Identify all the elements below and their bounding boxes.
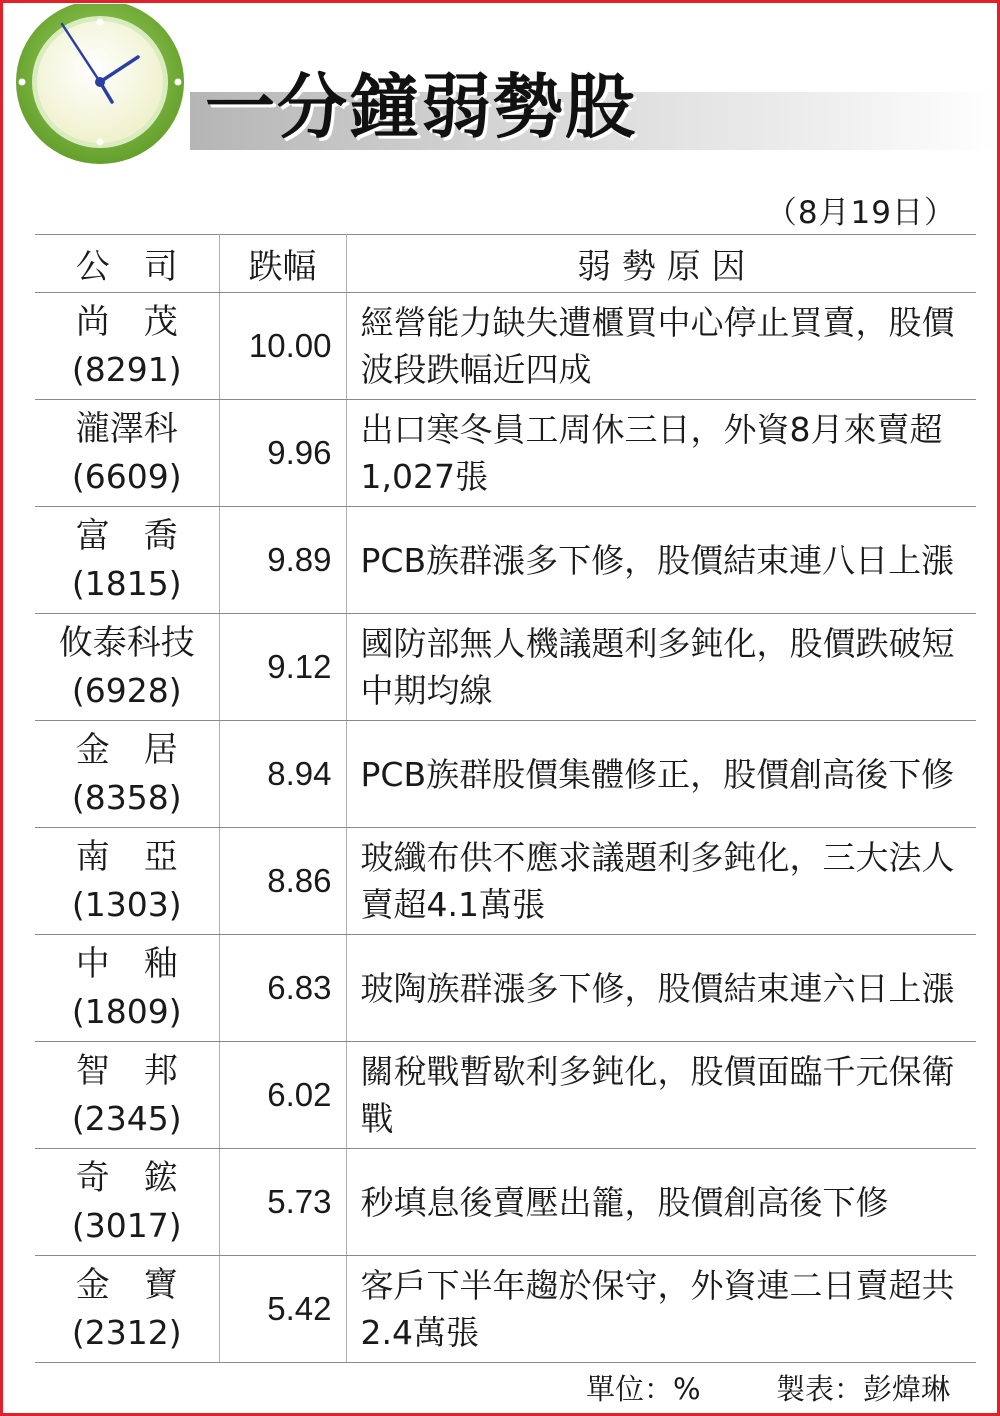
company-name: 瀧澤科 bbox=[75, 409, 178, 449]
company-name: 中 釉 bbox=[75, 944, 178, 984]
stock-code: (1303) bbox=[71, 885, 182, 924]
change-cell: 8.86 bbox=[219, 828, 346, 935]
reason-cell: 經營能力缺失遭櫃買中心停止買賣，股價波段跌幅近四成 bbox=[346, 293, 976, 400]
company-name: 金 居 bbox=[75, 730, 178, 770]
company-name: 南 亞 bbox=[75, 837, 178, 877]
change-cell: 9.12 bbox=[219, 614, 346, 721]
company-cell bbox=[35, 614, 219, 721]
reason-cell: 客戶下半年趨於保守，外資連二日賣超共2.4萬張 bbox=[346, 1256, 976, 1363]
table-row bbox=[35, 935, 976, 1042]
author-credit: 製表：彭煒琳 bbox=[776, 1372, 951, 1406]
company-name: 攸泰科技 bbox=[58, 623, 195, 663]
company-name: 富 喬 bbox=[75, 516, 178, 556]
change-cell: 5.42 bbox=[219, 1256, 346, 1363]
table-row bbox=[35, 1042, 976, 1149]
change-cell: 8.94 bbox=[219, 721, 346, 828]
company-cell bbox=[35, 1256, 219, 1363]
change-cell: 9.89 bbox=[219, 507, 346, 614]
table-row bbox=[35, 293, 976, 400]
header-company: 公 司 bbox=[35, 235, 219, 293]
company-name: 智 邦 bbox=[75, 1051, 178, 1091]
company-name: 金 寶 bbox=[75, 1265, 178, 1305]
company-name: 尚 茂 bbox=[75, 302, 178, 342]
change-cell: 6.83 bbox=[219, 935, 346, 1042]
header-reason: 弱 勢 原 因 bbox=[346, 235, 976, 293]
stock-code: (8291) bbox=[71, 350, 182, 389]
clock-icon bbox=[4, 4, 188, 172]
stock-code: (1809) bbox=[71, 992, 182, 1031]
change-cell: 6.02 bbox=[219, 1042, 346, 1149]
company-cell bbox=[35, 721, 219, 828]
change-cell: 9.96 bbox=[219, 400, 346, 507]
reason-cell: PCB族群股價集體修正，股價創高後下修 bbox=[346, 721, 976, 828]
date-label: （8月19日） bbox=[765, 195, 956, 231]
company-cell bbox=[35, 828, 219, 935]
table-header-row bbox=[35, 235, 976, 293]
company-cell bbox=[35, 507, 219, 614]
reason-cell: 玻纖布供不應求議題利多鈍化，三大法人賣超4.1萬張 bbox=[346, 828, 976, 935]
company-cell bbox=[35, 935, 219, 1042]
stock-code: (1815) bbox=[71, 564, 182, 603]
page-title: 一分鐘弱勢股 bbox=[205, 66, 637, 148]
header-change: 跌幅 bbox=[219, 235, 346, 293]
stock-code: (6928) bbox=[71, 671, 182, 710]
stock-code: (8358) bbox=[71, 778, 182, 817]
company-name: 奇 鋐 bbox=[75, 1158, 178, 1198]
reason-cell: 秒填息後賣壓出籠，股價創高後下修 bbox=[346, 1149, 976, 1256]
reason-cell: 出口寒冬員工周休三日，外資8月來賣超1,027張 bbox=[346, 400, 976, 507]
stock-code: (2345) bbox=[71, 1099, 182, 1138]
stock-code: (6609) bbox=[71, 457, 182, 496]
unit-label: 單位：% bbox=[586, 1372, 701, 1406]
stock-code: (2312) bbox=[71, 1313, 182, 1352]
reason-cell: PCB族群漲多下修，股價結束連八日上漲 bbox=[346, 507, 976, 614]
table-row bbox=[35, 1256, 976, 1363]
weak-stocks-table bbox=[35, 234, 976, 1363]
table-row bbox=[35, 614, 976, 721]
company-cell bbox=[35, 293, 219, 400]
table-row bbox=[35, 400, 976, 507]
reason-cell: 國防部無人機議題利多鈍化，股價跌破短中期均線 bbox=[346, 614, 976, 721]
reason-cell: 玻陶族群漲多下修，股價結束連六日上漲 bbox=[346, 935, 976, 1042]
company-cell bbox=[35, 1042, 219, 1149]
table-row bbox=[35, 828, 976, 935]
table-row bbox=[35, 1149, 976, 1256]
table-row bbox=[35, 507, 976, 614]
company-cell bbox=[35, 1149, 219, 1256]
change-cell: 10.00 bbox=[219, 293, 346, 400]
table-row bbox=[35, 721, 976, 828]
stock-code: (3017) bbox=[71, 1206, 182, 1245]
company-cell bbox=[35, 400, 219, 507]
change-cell: 5.73 bbox=[219, 1149, 346, 1256]
reason-cell: 關稅戰暫歇利多鈍化，股價面臨千元保衛戰 bbox=[346, 1042, 976, 1149]
